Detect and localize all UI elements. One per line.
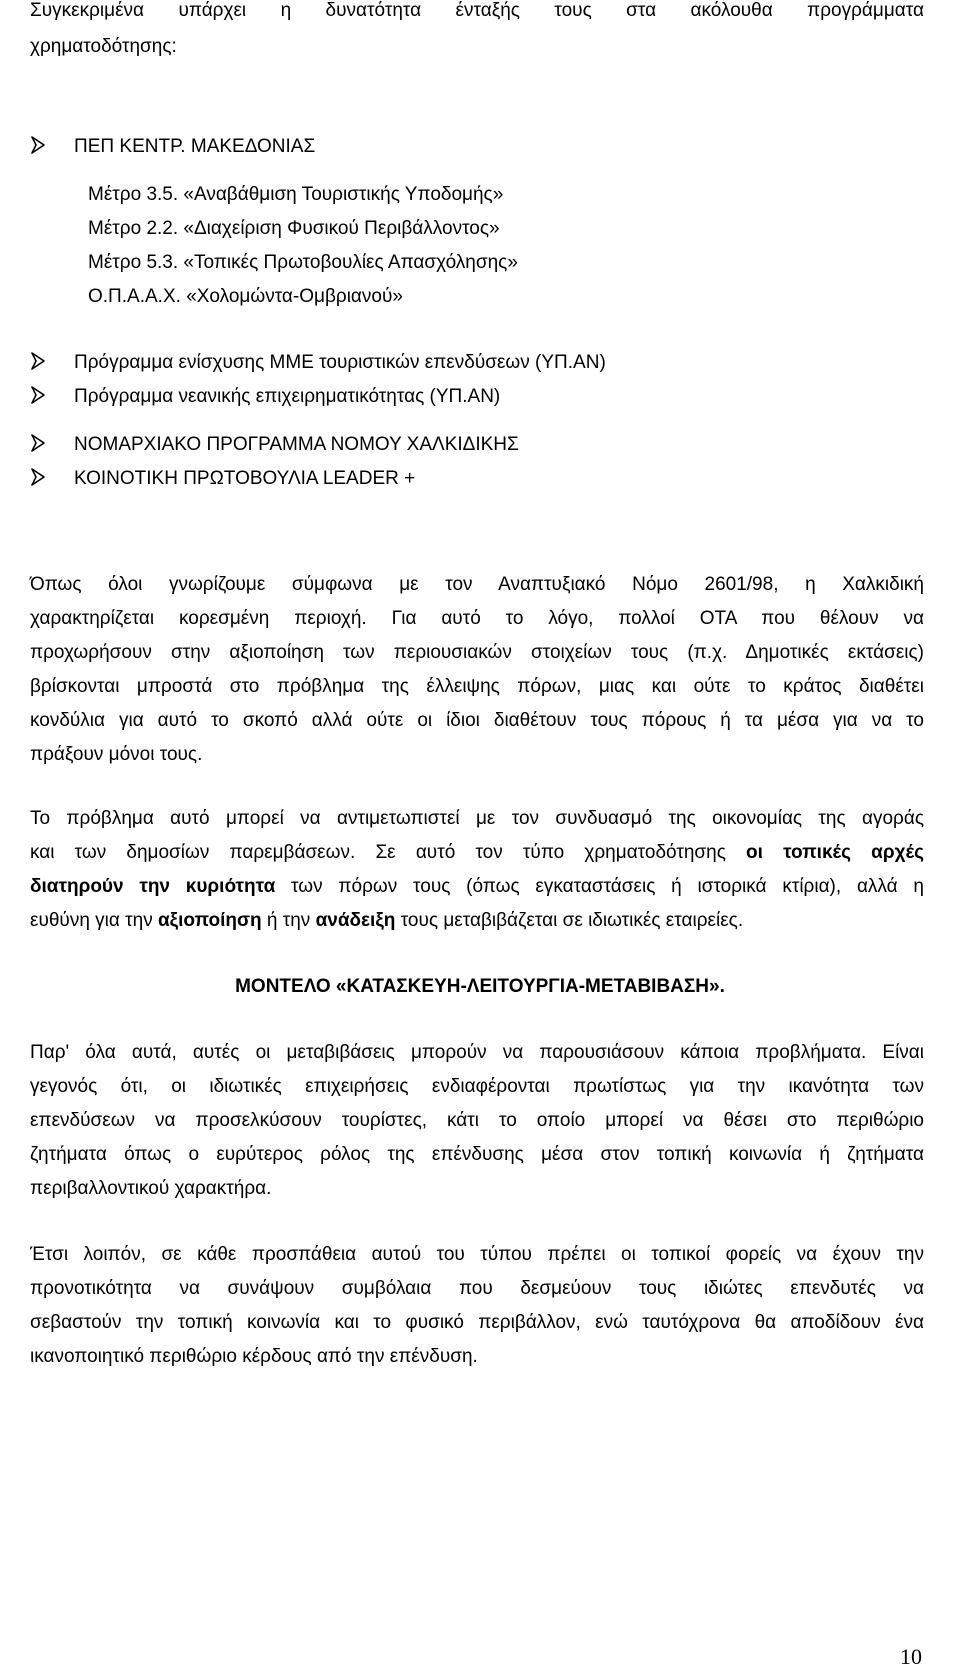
para1-line: προχωρήσουν στην αξιοποίηση των περιουσιακών στοιχείων τους (π.χ. Δημοτικές εκτάσεις) [30, 642, 924, 663]
sub-item: Μέτρο 5.3. «Τοπικές Πρωτοβουλίες Απασχόλησης» [88, 252, 518, 273]
para4-line: Έτσι λοιπόν, σε κάθε προσπάθεια αυτού του τύπου πρέπει οι τοπικοί φορείς να έχουν την [30, 1244, 924, 1265]
bold-phrase: οι τοπικές αρχές [746, 842, 924, 863]
sub-item: Ο.Π.Α.Α.Χ. «Χολομώντα-Ομβριανού» [88, 286, 403, 307]
sub-item: Μέτρο 2.2. «Διαχείριση Φυσικού Περιβάλλοντος» [88, 218, 500, 239]
para2-line: και των δημοσίων παρεμβάσεων. Σε αυτό τον τύπο χρηματοδότησης οι τοπικές αρχές [30, 842, 924, 863]
para2-line: ευθύνη για την αξιοποίηση ή την ανάδειξη τους μεταβιβάζεται σε ιδιωτικές εταιρείες. [30, 910, 744, 931]
bullet-item [30, 352, 606, 374]
arrow-bullet-icon [30, 352, 48, 374]
para1-line: βρίσκονται μπροστά στο πρόβλημα της έλλειψης πόρων, μιας και ούτε το κράτος διαθέτει [30, 676, 924, 697]
bullet-label: ΝΟΜΑΡΧΙΑΚΟ ΠΡΟΓΡΑΜΜΑ ΝΟΜΟΥ ΧΑΛΚΙΔΙΚΗΣ [74, 434, 519, 455]
para2-line: διατηρούν την κυριότητα των πόρων τους (όπως εγκαταστάσεις ή ιστορικά κτίρια), αλλά η [30, 876, 924, 897]
para1-line: πράξουν μόνοι τους. [30, 744, 203, 765]
para1-line: κονδύλια για αυτό το σκοπό αλλά ούτε οι ίδιοι διαθέτουν τους πόρους ή τα μέσα για να το [30, 710, 924, 731]
bold-phrase: αξιοποίηση [158, 910, 262, 931]
bullet-item [30, 136, 315, 158]
bold-phrase: ανάδειξη [315, 910, 396, 931]
para4-line: ικανοποιητικό περιθώριο κέρδους από την επένδυση. [30, 1346, 478, 1367]
bold-phrase: διατηρούν την κυριότητα [30, 876, 276, 897]
bullet-label: Πρόγραμμα νεανικής επιχειρηματικότητας (ΥΠ.ΑΝ) [74, 386, 501, 407]
bullet-label: ΠΕΠ ΚΕΝΤΡ. ΜΑΚΕΔΟΝΙΑΣ [74, 136, 316, 157]
sub-item: Μέτρο 3.5. «Αναβάθμιση Τουριστικής Υποδομής» [88, 184, 504, 205]
bullet-label: ΚΟΙΝΟΤΙΚΗ ΠΡΩΤΟΒΟΥΛΙΑ LEADER + [74, 468, 416, 489]
intro-line-1: Συγκεκριμένα υπάρχει η δυνατότητα ένταξής τους στα ακόλουθα προγράμματα [30, 0, 924, 21]
arrow-bullet-icon [30, 136, 48, 158]
para3-line: γεγονός ότι, οι ιδιωτικές επιχειρήσεις ενδιαφέρονται πρωτίστως για την ικανότητα των [30, 1076, 924, 1097]
para4-line: προνοτικότητα να συνάψουν συμβόλαια που δεσμεύουν τους ιδιώτες επενδυτές να [30, 1278, 924, 1299]
para1-line: Όπως όλοι γνωρίζουμε σύμφωνα με τον Αναπτυξιακό Νόμο 2601/98, η Χαλκιδική [30, 574, 924, 595]
para3-line: ζητήματα όπως ο ευρύτερος ρόλος της επένδυσης μέσα στον τοπική κοινωνία ή ζητήματα [30, 1144, 924, 1165]
bullet-item [30, 386, 500, 408]
para2-line: Το πρόβλημα αυτό μπορεί να αντιμετωπιστεί με τον συνδυασμό της οικονομίας της αγοράς [30, 808, 924, 829]
para3-line: Παρ' όλα αυτά, αυτές οι μεταβιβάσεις μπορούν να παρουσιάσουν κάποια προβλήματα. Είναι [30, 1042, 924, 1063]
para3-line: περιβαλλοντικού χαρακτήρα. [30, 1178, 272, 1199]
arrow-bullet-icon [30, 386, 48, 408]
para1-line: χαρακτηρίζεται κορεσμένη περιοχή. Για αυτό το λόγο, πολλοί ΟΤΑ που θέλουν να [30, 608, 924, 629]
arrow-bullet-icon [30, 434, 48, 456]
para4-line: σεβαστούν την τοπική κοινωνία και το φυσικό περιβάλλον, ενώ ταυτόχρονα θα αποδίδουν ένα [30, 1312, 924, 1333]
section-heading: ΜΟΝΤΕΛΟ «ΚΑΤΑΣΚΕΥΗ-ΛΕΙΤΟΥΡΓΙΑ-ΜΕΤΑΒΙΒΑΣΗ». [235, 976, 725, 997]
bullet-item [30, 468, 415, 490]
bullet-label: Πρόγραμμα ενίσχυσης ΜΜΕ τουριστικών επενδύσεων (ΥΠ.ΑΝ) [74, 352, 606, 373]
bullet-item [30, 434, 519, 456]
page-number: 10 [900, 1644, 922, 1669]
para3-line: επενδύσεων να προσελκύσουν τουρίστες, κάτι το οποίο μπορεί να θέσει στο περιθώριο [30, 1110, 924, 1131]
arrow-bullet-icon [30, 468, 48, 490]
intro-line-2: χρηματοδότησης: [30, 36, 177, 57]
